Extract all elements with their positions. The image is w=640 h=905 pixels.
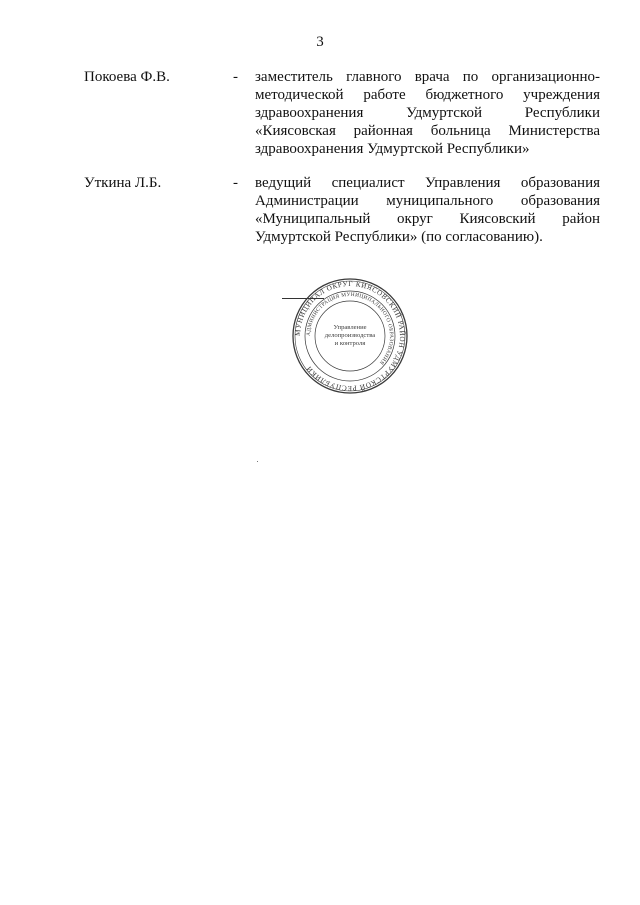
official-stamp <box>290 276 410 396</box>
entry-dash: - <box>233 69 238 85</box>
description-line: методической работе бюджетного учреждения <box>255 87 600 103</box>
description-line: заместитель главного врача по организационно- <box>255 69 600 85</box>
stamp-center-line: и контроля <box>334 340 366 347</box>
description-line: Удмуртской Республики» (по согласованию). <box>255 229 543 245</box>
stamp-center-line: делопроизводства <box>324 332 376 339</box>
stamp-inner-ring-text: АДМИНИСТРАЦИЯ МУНИЦИПАЛЬНОГО ОБРАЗОВАНИЯ <box>305 291 395 366</box>
entry-pokoeva <box>84 68 600 158</box>
stamp-ring-text: МУНИЦИПАЛ ОКРУГ КИЯСОВСКИЙ РАЙОН УДМУРТСКОЙ РЕСПУБЛИКИ <box>293 279 407 393</box>
entry-dash: - <box>233 175 238 191</box>
description-line: «Киясовская районная больница Министерства <box>255 123 600 139</box>
entry-name: Покоева Ф.В. <box>84 69 170 85</box>
description-line: «Муниципальный округ Киясовский район <box>255 211 600 227</box>
description-line: Администрации муниципального образования <box>255 193 600 209</box>
description-line: здравоохранения Удмуртской Республики» <box>255 141 530 157</box>
entry-utkina <box>84 174 600 246</box>
stray-mark <box>257 461 258 462</box>
page-number: 3 <box>316 34 324 50</box>
entry-description <box>255 174 600 246</box>
description-line: ведущий специалист Управления образования <box>255 175 600 191</box>
entry-description <box>255 68 600 158</box>
entry-name: Уткина Л.Б. <box>84 175 162 191</box>
description-line: здравоохранения Удмуртской Республики <box>255 105 600 121</box>
stamp-center-line: Управление <box>333 324 367 331</box>
